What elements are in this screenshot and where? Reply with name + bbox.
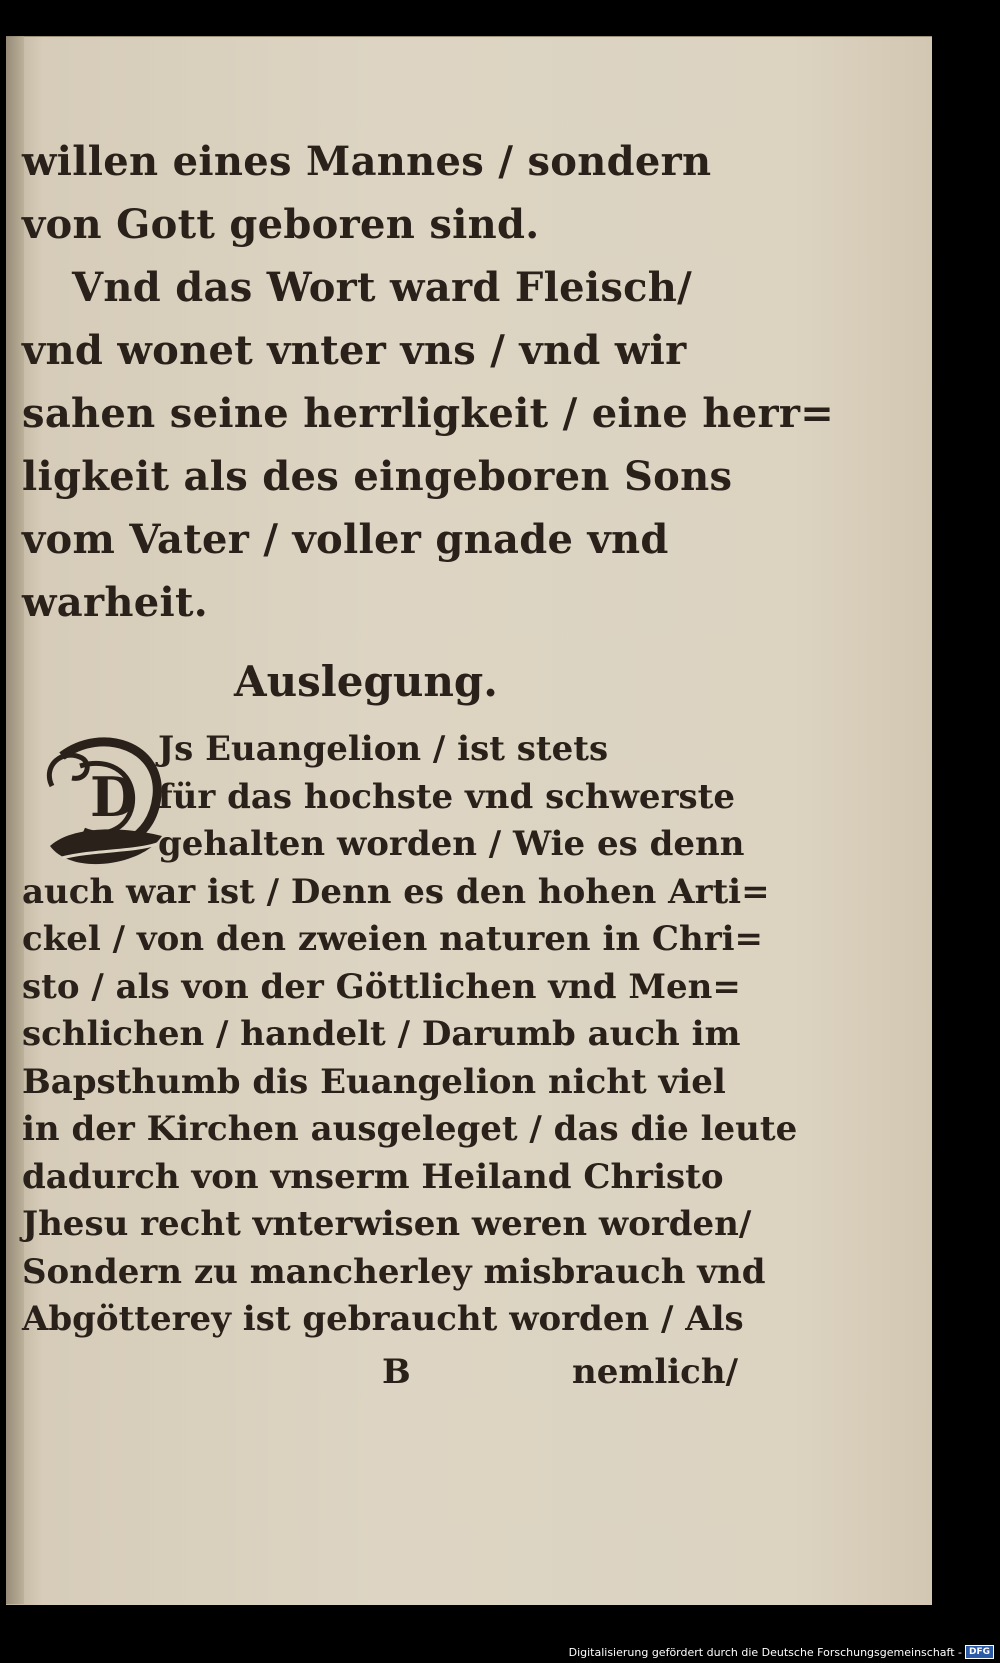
scan-right-border (932, 0, 1000, 1604)
text-line: Sondern zu mancherley misbrauch vnd (22, 1251, 766, 1292)
text-line: sto / als von der Göttlichen vnd Men= (22, 966, 741, 1007)
digitization-credit (569, 1645, 994, 1659)
svg-text:D: D (90, 765, 137, 829)
text-line: für das hochste vnd schwerste (158, 776, 735, 817)
text-line: gehalten worden / Wie es denn (158, 824, 745, 864)
verse-line: vom Vater / voller gnade vnd (22, 516, 669, 563)
credit-text: Digitalisierung gefördert durch die Deutsche Forschungsgemeinschaft - (568, 1645, 962, 1659)
decorated-initial-d (32, 726, 172, 876)
text-line: ckel / von den zweien naturen in Chri= (22, 919, 764, 959)
text-line: willen eines Mannes / sondern (22, 138, 712, 185)
text-line: Js Euangelion / ist stets (158, 729, 609, 769)
verse-line: Vnd das Wort ward Fleisch/ (72, 264, 693, 311)
text-line: Abgötterey ist gebraucht worden / Als (22, 1299, 744, 1339)
verse-line: ligkeit als des eingeboren Sons (22, 453, 733, 500)
verse-line: sahen seine herrligkeit / eine herr= (22, 390, 835, 437)
dfg-logo: DFG (965, 1645, 994, 1659)
verse-line: warheit. (22, 579, 208, 626)
verse-line: vnd wonet vnter vns / vnd wir (22, 327, 687, 374)
text-line: schlichen / handelt / Darumb auch im (22, 1014, 741, 1054)
text-line: von Gott geboren sind. (22, 201, 540, 248)
text-line: Bapsthumb dis Euangelion nicht viel (22, 1061, 726, 1102)
text-line: dadurch von vnserm Heiland Christo (22, 1156, 724, 1197)
signature-mark: B (382, 1351, 411, 1392)
page-footer-line (22, 1344, 738, 1400)
text-line: in der Kirchen ausgeleget / das die leute (22, 1109, 798, 1149)
commentary-block (22, 726, 745, 869)
text-line: auch war ist / Denn es den hohen Arti= (22, 871, 770, 912)
catchword: nemlich/ (572, 1351, 738, 1392)
section-heading: Auslegung. (234, 657, 498, 706)
text-line: Jhesu recht vnterwisen weren worden/ (22, 1204, 752, 1244)
page-text (22, 130, 835, 1400)
